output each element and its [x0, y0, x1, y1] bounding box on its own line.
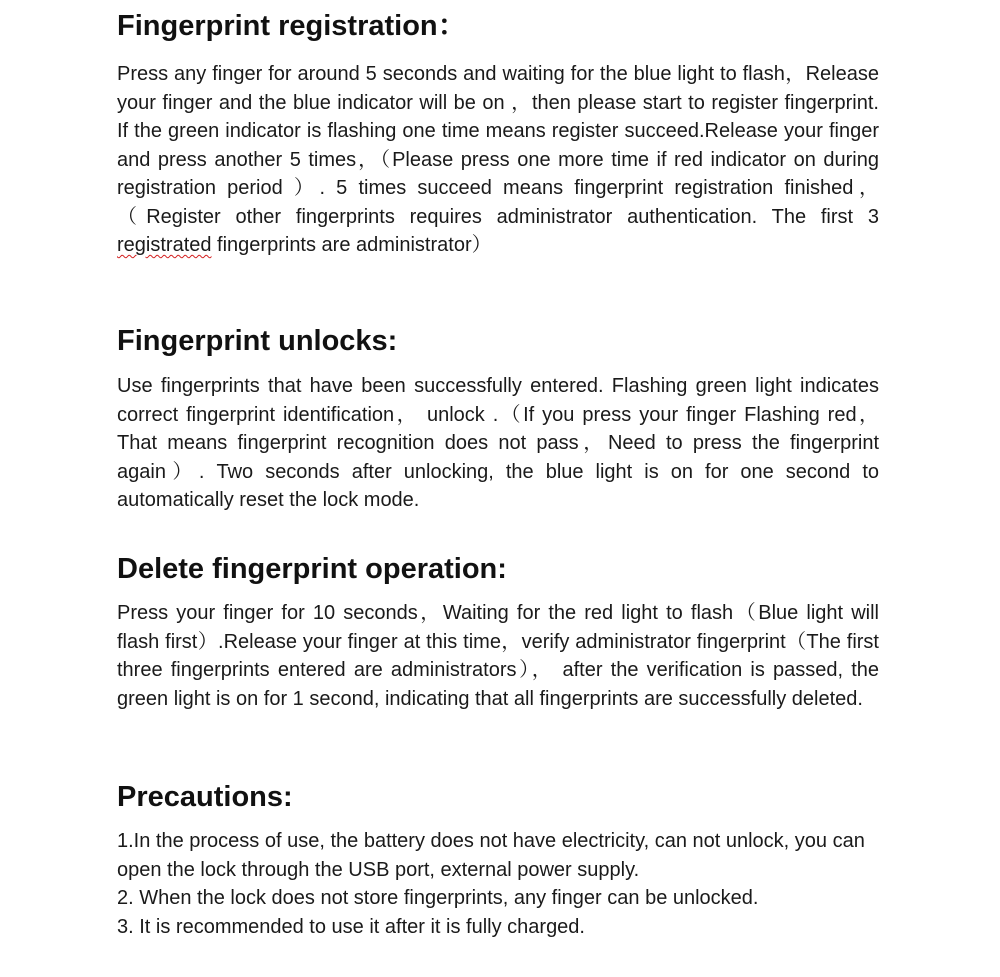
section-heading: Fingerprint unlocks: [117, 325, 398, 357]
paragraph-text: Press any finger for around 5 seconds and waiting for the blue light to flash，Release your finger and the blue indicator will be on ，then please start to register fingerprint. If the green indicator is flashing one time means register succeed.Release your finger and press another 5 times，（Please press one more time if red indicator on during registration period ）. 5 times succeed means fingerprint registration finished，（Register other fingerprints requires administrator authentication. The first 3 [117, 63, 879, 228]
section-heading: Delete fingerprint operation: [117, 553, 507, 585]
section-heading: Precautions: [117, 781, 293, 813]
section-paragraph: Press your finger for 10 seconds，Waiting for the red light to flash（Blue light will flash first）.Release your finger at this time，verify administrator fingerprint（The first three fingerprints entered are administrators）， after the verification is passed, the green light is on for 1 second, indicating that all fingerprints are successfully deleted. [117, 602, 879, 710]
section-fingerprint-unlocks [117, 324, 879, 515]
precautions-list [117, 827, 879, 941]
precaution-item: 2. When the lock does not store fingerprints, any finger can be unlocked. [117, 887, 759, 909]
section-paragraph [117, 60, 879, 260]
section-heading: Fingerprint registration： [117, 10, 467, 42]
section-fingerprint-registration [117, 9, 879, 260]
paragraph-text: fingerprints are administrator） [211, 234, 492, 256]
section-precautions [117, 780, 879, 941]
precaution-item: 1.In the process of use, the battery does not have electricity, can not unlock, you can open the lock through the USB port, external power supply. [117, 830, 865, 881]
section-paragraph: Use fingerprints that have been successfully entered. Flashing green light indicates correct fingerprint identification， unlock .（If you press your finger Flashing red，That means fingerprint recognition does not pass，Need to press the fingerprint again）. Two seconds after unlocking, the blue light is on for one second to automatically reset the lock mode. [117, 375, 879, 511]
spellcheck-flagged-word: registrated [117, 234, 212, 256]
precaution-item: 3. It is recommended to use it after it is fully charged. [117, 915, 585, 938]
section-delete-fingerprint [117, 552, 879, 713]
